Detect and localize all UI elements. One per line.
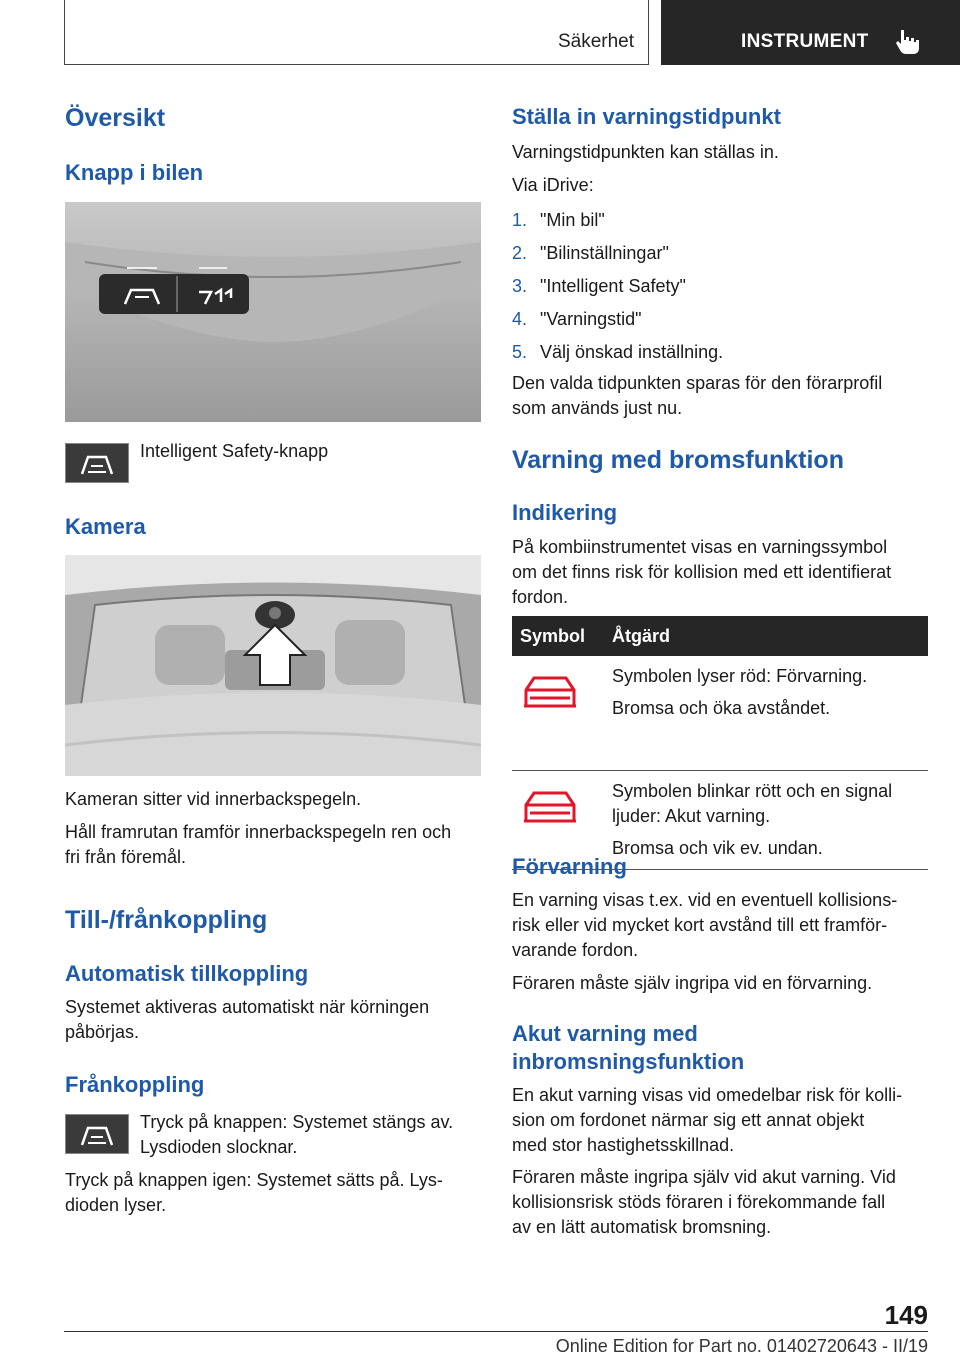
page-number: 149 (884, 1300, 928, 1330)
pointing-hand-icon (893, 26, 923, 56)
acute-warning-text-5: kollisionsrisk stöds föraren i förekommande fall (512, 1192, 886, 1212)
auto-on-text-2: påbörjas. (65, 1022, 140, 1042)
row2-text-a2: ljuder: Akut varning. (612, 805, 771, 826)
red-car-warning-icon (520, 783, 580, 827)
camera-photo (65, 555, 481, 776)
header-section-tab (64, 0, 649, 65)
button-photo (65, 202, 481, 422)
symbol-table (512, 616, 928, 870)
camera-text-1: Kameran sitter vid innerbackspegeln. (65, 789, 362, 809)
auto-on-heading: Automatisk tillkoppling (65, 961, 309, 986)
switch-off-heading: Frånkoppling (65, 1072, 205, 1097)
switch-on-text-1: Tryck på knappen igen: Systemet sätts på. Lys- (65, 1170, 443, 1190)
switch-off-text-1: Tryck på knappen: Systemet stängs av. (140, 1112, 454, 1132)
warning-time-text-2: Via iDrive: (512, 175, 594, 195)
overview-heading: Översikt (65, 104, 166, 132)
row1-text-b: Bromsa och öka avståndet. (612, 698, 831, 718)
list-item: 4. "Varningstid" (512, 309, 642, 329)
pre-warning-text-2: risk eller vid mycket kort avstånd till ett framför- (512, 915, 888, 935)
camera-text-2b: fri från föremål. (65, 847, 187, 867)
row1-text-a: Symbolen lyser röd: Förvarning. (612, 666, 868, 686)
switch-off-text-2: Lysdioden slocknar. (140, 1137, 298, 1157)
brake-warning-heading: Varning med bromsfunktion (512, 446, 844, 474)
acute-warning-text-1: En akut varning visas vid omedelbar risk för kolli- (512, 1085, 903, 1105)
table-row (512, 656, 928, 770)
acute-warning-text-2: sion om fordonet närmar sig ett annat objekt (512, 1110, 865, 1130)
acute-warning-text-6: av en lätt automatisk bromsning. (512, 1217, 772, 1237)
button-heading: Knapp i bilen (65, 160, 204, 185)
camera-text-2a: Håll framrutan framför innerbackspegeln ren och (65, 822, 452, 842)
row2-text-a1: Symbolen blinkar rött och en signal (612, 780, 893, 801)
button-caption: Intelligent Safety-knapp (140, 441, 329, 461)
indication-heading: Indikering (512, 500, 618, 525)
acute-warning-heading-2: inbromsningsfunktion (512, 1049, 745, 1074)
header-chapter-label: INSTRUMENT (741, 31, 869, 52)
action-column-header: Åtgärd (604, 616, 928, 656)
pre-warning-text-4: Föraren måste själv ingripa vid en förvarning. (512, 973, 873, 993)
list-item: 2. "Bilinställningar" (512, 243, 669, 263)
symbol-column-header: Symbol (512, 616, 604, 656)
auto-on-text-1: Systemet aktiveras automatiskt när körningen (65, 997, 430, 1017)
indication-text-1: På kombiinstrumentet visas en varningssymbol (512, 537, 888, 557)
indication-text-2: om det finns risk för kollision med ett identifierat (512, 562, 892, 582)
saved-text-1: Den valda tidpunkten sparas för den förarprofil (512, 373, 883, 393)
acute-warning-text-4: Föraren måste ingripa själv vid akut varning. Vid (512, 1167, 896, 1187)
indication-text-3: fordon. (512, 587, 569, 607)
intelligent-safety-button-icon-2 (65, 1114, 129, 1154)
list-item: 1. "Min bil" (512, 210, 605, 230)
saved-text-2: som används just nu. (512, 398, 683, 418)
warning-time-heading: Ställa in varningstidpunkt (512, 104, 781, 129)
idrive-steps (512, 208, 928, 373)
footer-divider (64, 1331, 928, 1332)
pre-warning-text-1: En varning visas t.ex. vid en eventuell kollisions- (512, 890, 898, 910)
edition-footer: Online Edition for Part no. 01402720643 - II/19 (555, 1336, 928, 1356)
header-section-label: Säkerhet (557, 31, 634, 52)
camera-heading: Kamera (65, 514, 146, 539)
row2-text-b: Bromsa och vik ev. undan. (612, 837, 823, 858)
acute-warning-text-3: med stor hastighetsskillnad. (512, 1135, 735, 1155)
red-car-warning-icon (520, 668, 580, 712)
warning-time-text-1: Varningstidpunkten kan ställas in. (512, 142, 779, 162)
pre-warning-heading: Förvarning (512, 854, 627, 879)
list-item: 5. Välj önskad inställning. (512, 342, 724, 362)
intelligent-safety-button-icon (65, 443, 129, 483)
onoff-heading: Till-/frånkoppling (65, 906, 268, 934)
acute-warning-heading-1: Akut varning med (512, 1021, 698, 1046)
pre-warning-text-3: varande fordon. (512, 940, 639, 960)
list-item: 3. "Intelligent Safety" (512, 276, 686, 296)
switch-on-text-2: dioden lyser. (65, 1195, 167, 1215)
